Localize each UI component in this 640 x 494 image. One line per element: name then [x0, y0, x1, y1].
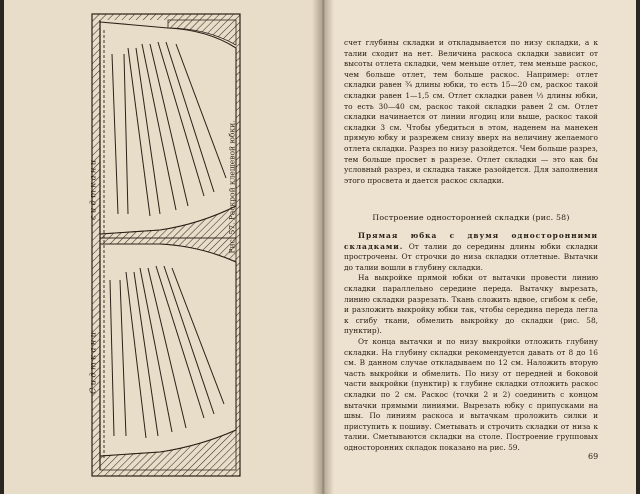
page-number: 69 [588, 452, 599, 461]
body-text [344, 231, 598, 453]
grain-label-bottom: С и д т к а н и [88, 332, 98, 394]
grain-label-top: с и д т к а н и [88, 159, 98, 221]
continued-paragraph: счет глубины складки и откладывается по низу складки, а к талии сходит на нет. Величина раскоса складки зависит от высоты отлета складки, чем меньше отлет, тем меньше раскос, чем больше отлет, тем больше раскос. Например: отлет складки равен ¾ длины юбки, то есть 15—20 см, раскос такой складки равен 1—1,5 см. Отлет складки равен ⅓ длины юбки, то есть 30—40 см, раскос такой складки равен 2 см. Отлет складки начинается от линии ягодиц или выше, раскос такой складки 3 см. Чтобы убедиться в этом, наденем на манекен прямую юбку и разрежем снизу вверх на величину желаемого отлета складки. Разрез по низу разойдется. Чем больше разрез, тем больше просвет в разрезе. Отлет складки — это как бы условный разрез, и складка также разойдется. Для заполнения этого просвета и дается раскос складки. [344, 38, 598, 185]
section-heading: Построение односторонней складки (рис. 58) [372, 213, 570, 222]
subheading-continuation: От талии до середины длины юбки складки прострочены. От строчки до низа складки отлетные. Вытачки до талии вошли в глубину складки. [344, 241, 598, 272]
paragraph-2: На выкройке прямой юбки от вытачки провести линию складки параллельно середине переда. Вытачку вырезать, линию складки разрезать. Ткань сложить вдвое, сгибом к себе, и разложить выкройку юбки так, чтобы середина переда легла к сгибу ткани, обмелить выкройку до складки (рис. 58, пунктир). [344, 273, 598, 336]
figure-caption: Рис. 57. Раскрой клешевой юбки. [227, 120, 237, 254]
paragraph-3: От конца вытачки и по низу выкройки отложить глубину складки. На глубину складки рекомендуется давать от 8 до 16 см. В данном случае откладываем по 12 см. Наложить вторую часть выкройки и обмелить. По низу от передней и боковой части выкройки (пунктир) к глубине складки отложить раскос складки по 2 см. Раскос (точки 2 и 2) соединить с концом вытачки прямыми линиями. Вырезать юбку с припусками на швы. По линиям раскоса и вытачкам проложить силки и приступить к пошиву. Сметывать и строчить складки от низа к талии. Сметываются складки на столе. Построение групповых односторонних складок показано на рис. 59. [344, 336, 598, 452]
subheading: Прямая юбка с двумя односторонними складками. [344, 231, 598, 251]
